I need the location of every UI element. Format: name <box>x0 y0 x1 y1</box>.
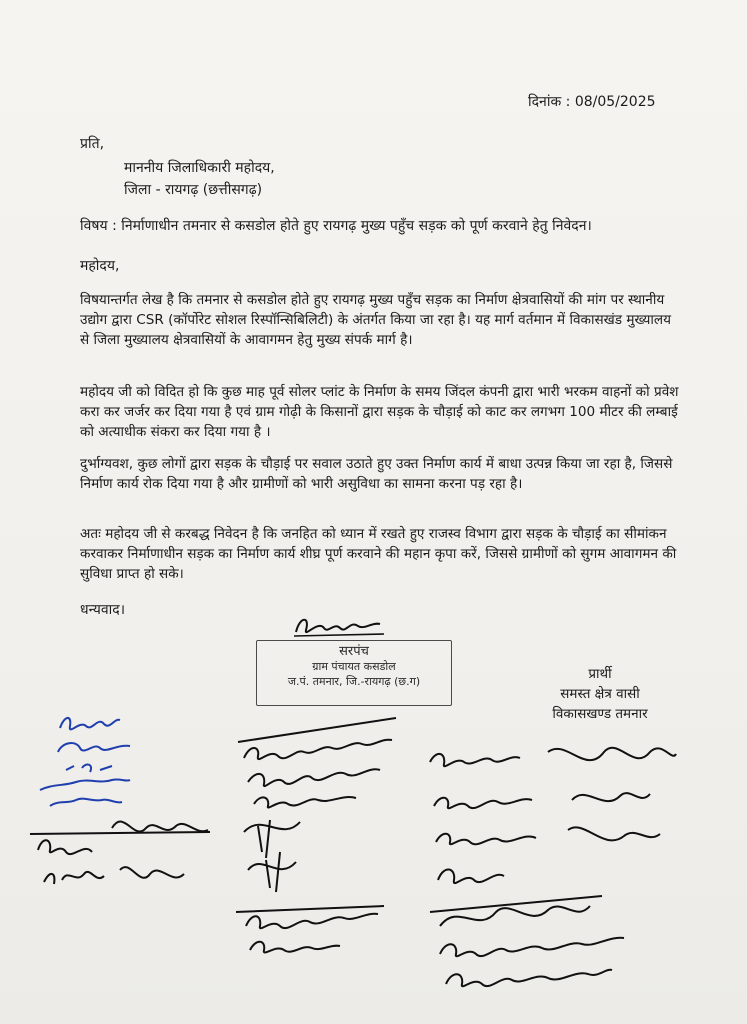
signatures-left <box>30 822 210 884</box>
letter-date: दिनांक : 08/05/2025 <box>528 94 656 110</box>
stamp-title: सरपंच <box>339 644 369 659</box>
paragraph-1: विषयान्तर्गत लेख है कि तमनार से कसडोल होते हुए रायगढ़ मुख्य पहुँच सड़क का निर्माण क्षेत्रवासियों की मांग पर स्थानीय उद्योग द्वारा CSR (कॉर्पोरेट सोशल रिस्पॉन्सिबिलिटी) के अंतर्गत किया जा रहा है। यह मार्ग वर्तमान में विकासखंड मुख्यालय से जिला मुख्यालय क्षेत्रवासियों के आवागमन हेतु मुख्य संपर्क मार्ग है। <box>80 292 671 348</box>
signatures-right <box>430 748 676 987</box>
received-note <box>40 718 130 806</box>
applicant-block <box>520 664 680 724</box>
signatures-middle <box>236 718 396 953</box>
paragraph-4: अतः महोदय जी से करबद्ध निवेदन है कि जनहित को ध्यान में रखते हुए राजस्व विभाग द्वारा सड़क के चौड़ाई का सीमांकन करवाकर निर्माणाधीन सड़क का निर्माण कार्य शीघ्र पूर्ण करवाने की महान कृपा करें, जिससे ग्रामीणों को सुगम आवागमन की सुविधा प्राप्त हो सके। <box>80 526 677 582</box>
paragraph-3: दुर्भाग्यवश, कुछ लोगों द्वारा सड़क के चौड़ाई पर सवाल उठाते हुए उक्त निर्माण कार्य में बाधा उत्पन्न किया जा रहा है, जिससे निर्माण कार्य रोक दिया गया है और ग्रामीणों को भारी असुविधा का सामना करना पड़ रहा है। <box>80 456 673 492</box>
sarpanch-stamp <box>256 640 452 706</box>
addressee-line-1: माननीय जिलाधिकारी महोदय, <box>124 160 275 176</box>
stamp-line-2: ज.पं. तमनार, जि.-रायगढ़ (छ.ग) <box>287 675 421 688</box>
salutation: महोदय, <box>80 258 120 274</box>
letter-to: प्रति, <box>80 136 105 152</box>
letter-subject: विषय : निर्माणाधीन तमनार से कसडोल होते हुए रायगढ़ मुख्य पहुँच सड़क को पूर्ण करवाने हेतु निवेदन। <box>80 218 592 234</box>
applicant-line-2: समस्त क्षेत्र वासी <box>560 686 640 702</box>
thanks-line: धन्यवाद। <box>80 602 126 618</box>
applicant-line-1: प्रार्थी <box>588 666 612 682</box>
stamp-line-1: ग्राम पंचायत कसडोल <box>312 660 396 673</box>
applicant-line-3: विकासखण्ड तमनार <box>552 706 648 722</box>
paragraph-2: महोदय जी को विदित हो कि कुछ माह पूर्व सोलर प्लांट के निर्माण के समय जिंदल कंपनी द्वारा भारी भरकम वाहनों को प्रवेश करा कर जर्जर कर दिया गया है एवं ग्राम गोढ़ी के किसानों द्वारा सड़क के चौड़ाई को काट कर लगभग 100 मीटर की लम्बाई को अत्याधीक संकरा कर दिया गया है । <box>80 384 679 440</box>
addressee-line-2: जिला - रायगढ़ (छत्तीसगढ़) <box>124 182 263 198</box>
